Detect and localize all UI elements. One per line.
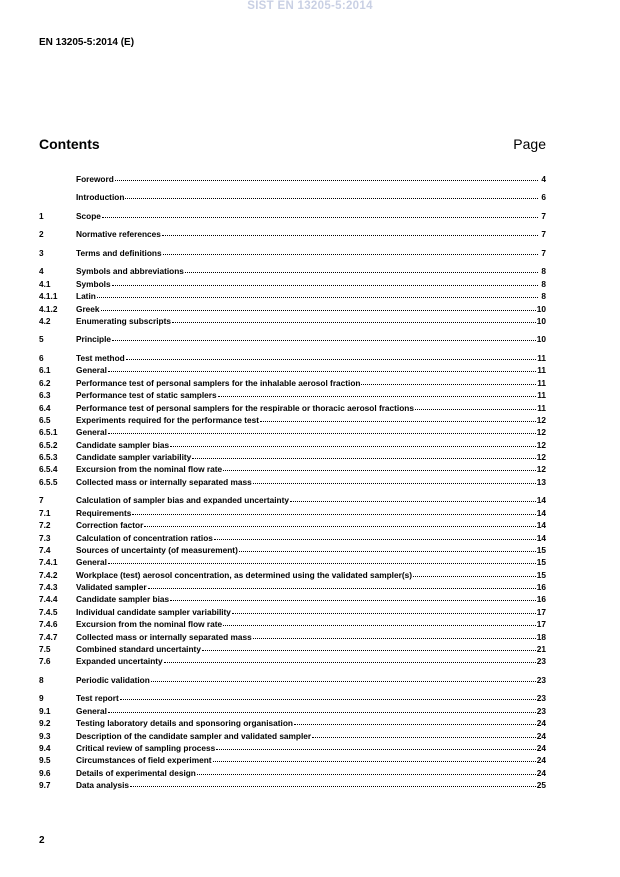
toc-dot-leader: [290, 495, 536, 502]
toc-entry-title: Collected mass or internally separated mass: [76, 631, 252, 642]
toc-entry-page: 23: [536, 693, 546, 704]
toc-entry-title: Individual candidate sampler variability: [76, 606, 231, 617]
toc-entry-title: Periodic validation: [76, 674, 150, 685]
toc-entry-title: Test method: [76, 352, 125, 363]
toc-dot-leader: [213, 755, 536, 762]
toc-entry[interactable]: [39, 569, 546, 581]
toc-entry-number: 6.5.5: [39, 476, 58, 487]
toc-entry-number: 4.1: [39, 278, 51, 289]
toc-entry-page: 7: [541, 247, 546, 258]
toc-dot-leader: [216, 743, 536, 750]
toc-entry[interactable]: [39, 333, 546, 345]
toc-dot-leader: [148, 582, 536, 589]
toc-entry-page: 11: [537, 377, 546, 388]
toc-dot-leader: [260, 415, 536, 422]
toc-entry-number: 7.6: [39, 656, 51, 667]
toc-entry-title: General: [76, 557, 107, 568]
toc-entry[interactable]: [39, 606, 546, 618]
toc-dot-leader: [112, 334, 536, 341]
toc-entry-number: 6.4: [39, 402, 51, 413]
toc-entry-page: 7: [541, 229, 546, 240]
toc-entry[interactable]: [39, 451, 546, 463]
toc-entry-number: 3: [39, 247, 44, 258]
toc-entry-page: 7: [541, 210, 546, 221]
toc-entry-number: 9.2: [39, 718, 51, 729]
toc-dot-leader: [130, 780, 536, 787]
toc-entry-page: 14: [536, 532, 546, 543]
toc-entry-number: 7.4.3: [39, 582, 58, 593]
toc-entry[interactable]: [39, 476, 546, 488]
toc-entry[interactable]: [39, 352, 546, 364]
toc-entry-number: 8: [39, 674, 44, 685]
toc-entry-page: 24: [536, 767, 546, 778]
toc-dot-leader: [214, 533, 536, 540]
toc-entry[interactable]: [39, 494, 546, 506]
toc-entry-page: 24: [536, 742, 546, 753]
toc-entry[interactable]: [39, 463, 546, 475]
toc-entry-title: Requirements: [76, 507, 132, 518]
toc-entry[interactable]: [39, 173, 546, 185]
toc-entry-title: Expanded uncertainty: [76, 656, 163, 667]
toc-entry[interactable]: [39, 631, 546, 643]
toc-entry-number: 7.3: [39, 532, 51, 543]
toc-entry-page: 17: [536, 606, 546, 617]
toc-dot-leader: [108, 427, 536, 434]
toc-entry[interactable]: [39, 519, 546, 531]
toc-entry-page: 11: [537, 402, 546, 413]
toc-entry-page: 25: [536, 780, 546, 791]
toc-entry-number: 9.4: [39, 742, 51, 753]
toc-entry-title: Terms and definitions: [76, 247, 162, 258]
toc-entry-number: 7.4.6: [39, 619, 58, 630]
toc-entry-page: 15: [536, 569, 546, 580]
toc-entry-number: 7.1: [39, 507, 51, 518]
toc-entry-page: 23: [536, 656, 546, 667]
toc-entry-number: 7.2: [39, 520, 51, 531]
toc-dot-leader: [239, 545, 536, 552]
toc-entry[interactable]: [39, 655, 546, 667]
toc-entry-number: 9.6: [39, 767, 51, 778]
toc-entry-number: 6.5.2: [39, 439, 58, 450]
toc-entry-number: 6: [39, 352, 44, 363]
toc-entry-number: 6.5.3: [39, 452, 58, 463]
toc-entry-page: 24: [536, 718, 546, 729]
toc-entry-page: 23: [536, 674, 546, 685]
toc-entry-number: 9.5: [39, 755, 51, 766]
toc-entry-title: Details of experimental design: [76, 767, 196, 778]
toc-entry-page: 13: [536, 476, 546, 487]
toc-entry-title: Candidate sampler bias: [76, 439, 170, 450]
toc-entry-number: 9.3: [39, 730, 51, 741]
toc-entry-title: Candidate sampler bias: [76, 594, 170, 605]
toc-dot-leader: [170, 440, 536, 447]
watermark-text: SIST EN 13205-5:2014: [247, 0, 373, 12]
toc-entry-page: 10: [536, 315, 546, 326]
toc-entry-title: Experiments required for the performance test: [76, 414, 260, 425]
toc-entry[interactable]: [39, 643, 546, 655]
toc-entry-number: 7.4.1: [39, 557, 58, 568]
toc-entry[interactable]: [39, 674, 546, 686]
toc-entry[interactable]: [39, 705, 546, 717]
toc-entry[interactable]: [39, 247, 546, 259]
toc-entry-title: Symbols: [76, 278, 111, 289]
toc-dot-leader: [232, 607, 536, 614]
toc-entry-number: 9.1: [39, 705, 51, 716]
toc-entry-number: 2: [39, 229, 44, 240]
toc-dot-leader: [151, 675, 536, 682]
toc-entry-number: 6.1: [39, 365, 51, 376]
toc-entry-title: Collected mass or internally separated mass: [76, 476, 252, 487]
toc-entry-page: 23: [536, 705, 546, 716]
toc-entry-number: 6.5.4: [39, 464, 58, 475]
toc-entry-title: Workplace (test) aerosol concentration, as determined using the validated sampler(s): [76, 569, 412, 580]
toc-dot-leader: [223, 464, 536, 471]
toc-entry-number: 1: [39, 210, 44, 221]
toc-entry-title: General: [76, 705, 107, 716]
toc-entry-title: Foreword: [76, 174, 114, 184]
toc-dot-leader: [108, 706, 536, 713]
toc-entry-number: 9.7: [39, 780, 51, 791]
toc-dot-leader: [108, 365, 536, 372]
toc-entry-page: 18: [536, 631, 546, 642]
toc-dot-leader: [312, 731, 536, 738]
toc-entry-title: Excursion from the nominal flow rate: [76, 464, 223, 475]
toc-entry-title: Performance test of static samplers: [76, 390, 217, 401]
toc-entry-page: 16: [536, 594, 546, 605]
toc-dot-leader: [361, 378, 536, 385]
toc-entry[interactable]: [39, 767, 546, 779]
toc-entry-title: Description of the candidate sampler and validated sampler: [76, 730, 312, 741]
toc-dot-leader: [253, 477, 536, 484]
toc-entry-title: Test report: [76, 693, 119, 704]
table-of-contents: [39, 173, 546, 792]
toc-dot-leader: [115, 174, 538, 181]
toc-dot-leader: [202, 644, 536, 651]
toc-dot-leader: [162, 229, 538, 236]
toc-dot-leader: [125, 192, 538, 199]
toc-entry-title: Performance test of personal samplers for the respirable or thoracic aerosol fractions: [76, 402, 414, 413]
toc-entry-number: 7.4.2: [39, 569, 58, 580]
toc-entry-title: Introduction: [76, 192, 125, 203]
toc-dot-leader: [170, 594, 536, 601]
toc-entry[interactable]: [39, 278, 546, 290]
toc-entry-title: Enumerating subscripts: [76, 315, 171, 326]
toc-entry-page: 11: [537, 352, 546, 363]
toc-entry-title: Candidate sampler variability: [76, 452, 192, 463]
toc-entry-page: 8: [541, 278, 546, 289]
toc-entry-title: Critical review of sampling process: [76, 742, 216, 753]
toc-entry-number: 5: [39, 334, 44, 345]
toc-entry[interactable]: [39, 532, 546, 544]
toc-dot-leader: [132, 508, 535, 515]
toc-entry-title: Combined standard uncertainty: [76, 644, 201, 655]
toc-entry[interactable]: [39, 290, 546, 302]
toc-entry[interactable]: [39, 730, 546, 742]
toc-entry-title: Excursion from the nominal flow rate: [76, 619, 223, 630]
toc-dot-leader: [163, 248, 538, 255]
toc-entry-number: 4: [39, 266, 44, 277]
toc-entry-number: 7.4.7: [39, 631, 58, 642]
toc-entry-number: 4.2: [39, 315, 51, 326]
toc-entry-page: 10: [536, 334, 546, 345]
toc-entry-page: 12: [536, 464, 546, 475]
toc-entry-page: 8: [541, 291, 546, 302]
toc-entry[interactable]: [39, 618, 546, 630]
toc-entry-number: 7.4.5: [39, 606, 58, 617]
toc-entry[interactable]: [39, 191, 546, 203]
toc-dot-leader: [223, 619, 536, 626]
toc-dot-leader: [108, 557, 536, 564]
toc-entry-number: 9: [39, 693, 44, 704]
toc-entry-page: 8: [541, 266, 546, 277]
toc-entry[interactable]: [39, 544, 546, 556]
toc-entry[interactable]: [39, 364, 546, 376]
toc-entry[interactable]: [39, 210, 546, 222]
toc-entry-page: 24: [536, 755, 546, 766]
toc-entry[interactable]: [39, 389, 546, 401]
toc-entry[interactable]: [39, 779, 546, 791]
toc-entry-number: 6.5: [39, 414, 51, 425]
toc-entry-title: Testing laboratory details and sponsoring organisation: [76, 718, 293, 729]
toc-entry-number: 7.4.4: [39, 594, 58, 605]
toc-dot-leader: [97, 291, 538, 298]
toc-entry[interactable]: [39, 303, 546, 315]
toc-entry-title: Scope: [76, 210, 101, 221]
toc-entry[interactable]: [39, 717, 546, 729]
toc-entry-page: 11: [537, 365, 546, 376]
toc-entry-number: 7.4: [39, 544, 51, 555]
toc-dot-leader: [185, 266, 538, 273]
toc-dot-leader: [112, 279, 538, 286]
page-number: 2: [39, 835, 45, 846]
toc-entry-title: General: [76, 365, 107, 376]
toc-entry-title: Symbols and abbreviations: [76, 266, 184, 277]
toc-entry-title: Circumstances of field experiment: [76, 755, 212, 766]
toc-dot-leader: [120, 693, 536, 700]
toc-entry-number: 6.3: [39, 390, 51, 401]
document-id: EN 13205-5:2014 (E): [39, 37, 135, 48]
toc-entry[interactable]: [39, 426, 546, 438]
toc-entry-number: 7.5: [39, 644, 51, 655]
toc-entry-page: 12: [536, 414, 546, 425]
toc-entry[interactable]: [39, 507, 546, 519]
toc-entry-page: 14: [536, 495, 546, 506]
toc-entry-title: Greek: [76, 303, 100, 314]
toc-entry-page: 15: [536, 557, 546, 568]
toc-entry-title: General: [76, 427, 107, 438]
toc-dot-leader: [101, 304, 536, 311]
toc-entry-title: Performance test of personal samplers for the inhalable aerosol fraction: [76, 377, 361, 388]
toc-entry-page: 11: [537, 390, 546, 401]
toc-entry-page: 6: [541, 192, 546, 203]
toc-dot-leader: [192, 452, 535, 459]
toc-dot-leader: [102, 211, 538, 218]
toc-entry-title: Latin: [76, 291, 96, 302]
toc-entry-title: Normative references: [76, 229, 161, 240]
toc-dot-leader: [197, 768, 536, 775]
toc-entry-page: 15: [536, 544, 546, 555]
toc-entry-page: 21: [536, 644, 546, 655]
page-column-label: Page: [513, 136, 546, 152]
toc-entry-title: Sources of uncertainty (of measurement): [76, 544, 238, 555]
toc-dot-leader: [126, 353, 537, 360]
toc-dot-leader: [172, 316, 536, 323]
toc-entry[interactable]: [39, 556, 546, 568]
toc-dot-leader: [415, 403, 536, 410]
toc-entry-title: Validated sampler: [76, 582, 147, 593]
toc-entry-page: 4: [541, 174, 546, 184]
toc-entry[interactable]: [39, 377, 546, 389]
toc-entry-title: Calculation of sampler bias and expanded uncertainty: [76, 495, 290, 506]
toc-entry-number: 4.1.1: [39, 291, 58, 302]
toc-dot-leader: [164, 656, 536, 663]
toc-entry-title: Data analysis: [76, 780, 130, 791]
toc-entry-page: 17: [536, 619, 546, 630]
toc-entry-title: Calculation of concentration ratios: [76, 532, 213, 543]
toc-entry-page: 10: [536, 303, 546, 314]
toc-entry[interactable]: [39, 593, 546, 605]
toc-entry[interactable]: [39, 692, 546, 704]
toc-entry-page: 14: [536, 507, 546, 518]
toc-entry[interactable]: [39, 265, 546, 277]
toc-entry-number: 6.5.1: [39, 427, 58, 438]
toc-entry-page: 12: [536, 427, 546, 438]
toc-dot-leader: [144, 520, 535, 527]
toc-entry-page: 16: [536, 582, 546, 593]
toc-entry[interactable]: [39, 754, 546, 766]
toc-entry[interactable]: [39, 414, 546, 426]
contents-heading: Contents: [39, 136, 100, 152]
toc-dot-leader: [294, 718, 536, 725]
toc-entry-number: 4.1.2: [39, 303, 58, 314]
toc-entry-title: Principle: [76, 334, 112, 345]
toc-entry[interactable]: [39, 228, 546, 240]
toc-dot-leader: [413, 570, 536, 577]
toc-entry-page: 24: [536, 730, 546, 741]
toc-entry-page: 12: [536, 452, 546, 463]
toc-dot-leader: [218, 390, 537, 397]
toc-entry-number: 7: [39, 495, 44, 506]
toc-dot-leader: [253, 632, 536, 639]
toc-entry-page: 14: [536, 520, 546, 531]
toc-entry[interactable]: [39, 402, 546, 414]
toc-entry-title: Correction factor: [76, 520, 144, 531]
toc-entry[interactable]: [39, 315, 546, 327]
toc-entry[interactable]: [39, 581, 546, 593]
toc-entry[interactable]: [39, 742, 546, 754]
toc-entry[interactable]: [39, 439, 546, 451]
toc-entry-page: 12: [536, 439, 546, 450]
toc-entry-number: 6.2: [39, 377, 51, 388]
